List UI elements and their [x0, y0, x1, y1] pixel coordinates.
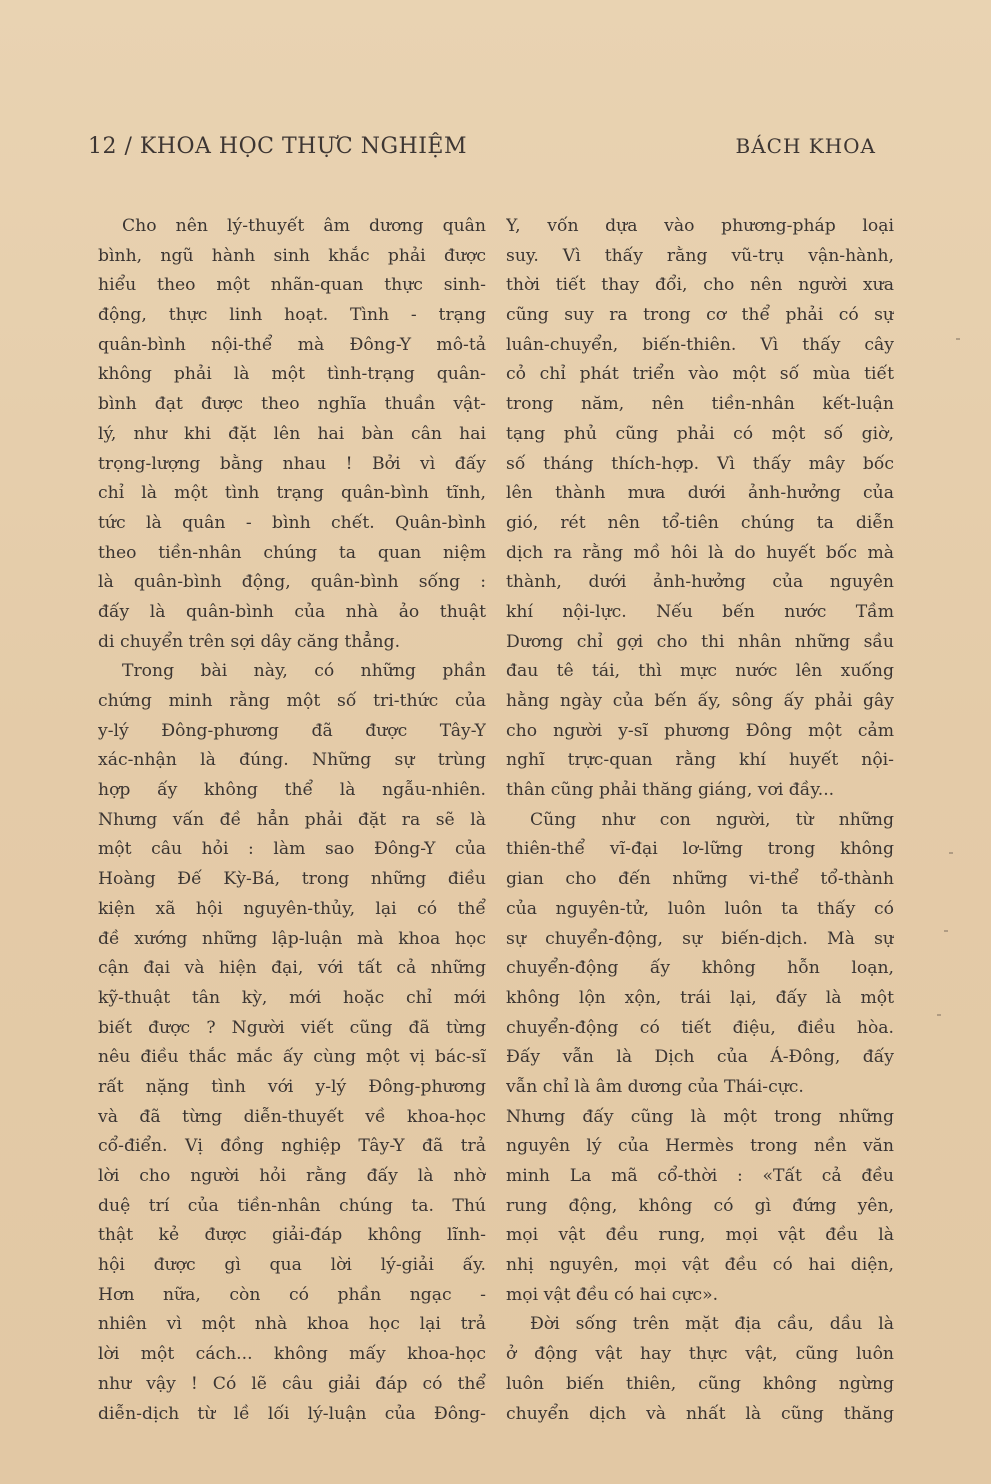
page-number-and-section-title: 12 / KHOA HỌC THỰC NGHIỆM — [88, 134, 467, 159]
text-line: là quân-bình động, quân-bình sống : — [98, 572, 486, 593]
text-line: chuyển dịch và nhất là cũng thăng — [506, 1403, 894, 1424]
text-line: chỉ là một tình trạng quân-bình tĩnh, — [98, 483, 486, 504]
paper-speck — [937, 1014, 941, 1016]
text-line: kiện xã hội nguyên-thủy, lại có thể — [98, 898, 486, 919]
text-line: nhiên vì một nhà khoa học lại trả — [98, 1314, 486, 1335]
text-line: duệ trí của tiền-nhân chúng ta. Thú — [98, 1195, 486, 1216]
text-line: vẫn chỉ là âm dương của Thái-cực. — [506, 1076, 804, 1097]
text-line: hằng ngày của bến ấy, sông ấy phải gây — [506, 691, 894, 711]
text-line: chứng minh rằng một số tri-thức của — [98, 691, 486, 711]
text-line: Đấy vẫn là Dịch của Á-Đông, đấy — [506, 1047, 894, 1068]
text-line: cận đại và hiện đại, với tất cả những — [98, 958, 486, 979]
text-line: trong năm, nên tiền-nhân kết-luận — [506, 394, 894, 415]
text-line: Nhưng vấn đề hẳn phải đặt ra sẽ là — [98, 809, 486, 830]
text-line: mọi vật đều rung, mọi vật đều là — [506, 1225, 894, 1246]
left-text-column — [98, 212, 486, 1429]
text-line: suy. Vì thấy rằng vũ-trụ vận-hành, — [506, 245, 894, 266]
text-line: lên thành mưa dưới ảnh-hưởng của — [506, 483, 894, 504]
text-line: xác-nhận là đúng. Những sự trùng — [98, 750, 486, 771]
text-line: khí nội-lực. Nếu bến nước Tầm — [506, 601, 894, 622]
text-line: một câu hỏi : làm sao Đông-Y của — [98, 839, 486, 860]
text-line: mọi vật đều có hai cực». — [506, 1284, 719, 1305]
text-line: luôn biến thiên, cũng không ngừng — [506, 1373, 894, 1394]
text-line: Đời sống trên mặt địa cầu, dầu là — [530, 1314, 894, 1335]
text-line: biết được ? Người viết cũng đã từng — [98, 1017, 486, 1038]
text-line: Nhưng đấy cũng là một trong những — [506, 1106, 894, 1127]
text-line: gian cho đến những vi-thể tổ-thành — [506, 869, 894, 890]
text-line: Dương chỉ gợi cho thi nhân những sầu — [506, 631, 894, 652]
text-line: rung động, không có gì đứng yên, — [506, 1195, 894, 1216]
text-line: quân-bình nội-thể mà Đông-Y mô-tả — [98, 334, 486, 355]
text-line: luân-chuyển, biến-thiên. Vì thấy cây — [506, 334, 894, 355]
paper-speck — [956, 338, 960, 340]
text-line: di chuyển trên sợi dây căng thẳng. — [98, 631, 401, 652]
text-line: không lộn xộn, trái lại, đấy là một — [506, 987, 894, 1008]
text-line: chuyển-động ấy không hỗn loạn, — [506, 958, 894, 979]
text-line: Cho nên lý-thuyết âm dương quân — [122, 216, 486, 236]
text-line: lời một cách... không mấy khoa-học — [98, 1344, 486, 1365]
text-line: kỹ-thuật tân kỳ, mới hoặc chỉ mới — [98, 987, 486, 1008]
text-line: thân cũng phải thăng giáng, vơi đầy... — [506, 780, 835, 801]
text-line: Hoàng Đế Kỳ-Bá, trong những điều — [98, 869, 486, 890]
text-line: nhị nguyên, mọi vật đều có hai diện, — [506, 1255, 894, 1276]
text-line: ở động vật hay thực vật, cũng luôn — [506, 1344, 894, 1365]
text-line: lời cho người hỏi rằng đấy là nhờ — [98, 1166, 486, 1186]
text-line: thời tiết thay đổi, cho nên người xưa — [506, 275, 894, 296]
text-line: chuyển-động có tiết điệu, điều hòa. — [506, 1017, 894, 1038]
text-line: dịch ra rằng mồ hôi là do huyết bốc mà — [506, 542, 894, 563]
text-line: tức là quân - bình chết. Quân-bình — [98, 512, 486, 533]
text-line: đau tê tái, thì mực nước lên xuống — [506, 661, 894, 682]
text-line: thiên-thể vĩ-đại lơ-lững trong không — [506, 839, 894, 860]
text-line: minh La mã cổ-thời : «Tất cả đều — [506, 1166, 894, 1186]
text-line: gió, rét nên tổ-tiên chúng ta diễn — [506, 512, 894, 533]
right-text-column — [506, 212, 894, 1429]
text-line: tạng phủ cũng phải có một số giờ, — [506, 423, 894, 444]
text-line: Y, vốn dựa vào phương-pháp loại — [506, 216, 894, 236]
text-line: cho người y-sĩ phương Đông một cảm — [506, 720, 894, 741]
paper-speck — [949, 852, 953, 854]
text-line: hội được gì qua lời lý-giải ấy. — [98, 1255, 486, 1276]
text-line: nguyên lý của Hermès trong nền văn — [506, 1136, 894, 1157]
text-line: như vậy ! Có lẽ câu giải đáp có thể — [98, 1373, 486, 1394]
text-line: không phải là một tình-trạng quân- — [98, 364, 486, 385]
text-line: đấy là quân-bình của nhà ảo thuật — [98, 601, 486, 622]
text-line: hiểu theo một nhãn-quan thực sinh- — [98, 275, 486, 296]
text-line: cổ-điển. Vị đồng nghiệp Tây-Y đã trả — [98, 1136, 486, 1157]
text-line: diễn-dịch từ lề lối lý-luận của Đông- — [98, 1403, 486, 1424]
text-line: nêu điều thắc mắc ấy cùng một vị bác-sĩ — [98, 1047, 486, 1068]
text-line: lý, như khi đặt lên hai bàn cân hai — [98, 423, 486, 444]
text-line: Cũng như con người, từ những — [530, 809, 894, 830]
text-line: y-lý Đông-phương đã được Tây-Y — [98, 720, 486, 741]
text-line: rất nặng tình với y-lý Đông-phương — [98, 1076, 486, 1097]
running-header — [88, 134, 876, 170]
text-line: thật kẻ được giải-đáp không lĩnh- — [98, 1225, 486, 1246]
text-line: nghĩ trực-quan rằng khí huyết nội- — [506, 750, 894, 771]
text-line: của nguyên-tử, luôn luôn ta thấy có — [506, 898, 894, 919]
text-line: trọng-lượng bằng nhau ! Bởi vì đấy — [98, 453, 486, 474]
text-line: bình, ngũ hành sinh khắc phải được — [98, 245, 486, 266]
text-line: theo tiền-nhân chúng ta quan niệm — [98, 542, 486, 563]
text-line: đề xướng những lập-luận mà khoa học — [98, 928, 486, 949]
paper-speck — [944, 930, 948, 932]
text-line: bình đạt được theo nghĩa thuần vật- — [98, 394, 486, 415]
text-line: hợp ấy không thể là ngẫu-nhiên. — [98, 780, 486, 801]
publication-title: BÁCH KHOA — [735, 134, 876, 158]
text-line: Trong bài này, có những phần — [122, 661, 486, 682]
text-line: số tháng thích-hợp. Vì thấy mây bốc — [506, 453, 894, 474]
text-line: thành, dưới ảnh-hưởng của nguyên — [506, 572, 894, 593]
text-line: sự chuyển-động, sự biến-dịch. Mà sự — [506, 928, 894, 949]
text-line: động, thực linh hoạt. Tình - trạng — [98, 305, 486, 326]
text-line: và đã từng diễn-thuyết về khoa-học — [98, 1106, 486, 1127]
text-line: cỏ chỉ phát triển vào một số mùa tiết — [506, 364, 894, 385]
text-line: cũng suy ra trong cơ thể phải có sự — [506, 305, 894, 326]
text-line: Hơn nữa, còn có phần ngạc - — [98, 1284, 486, 1305]
